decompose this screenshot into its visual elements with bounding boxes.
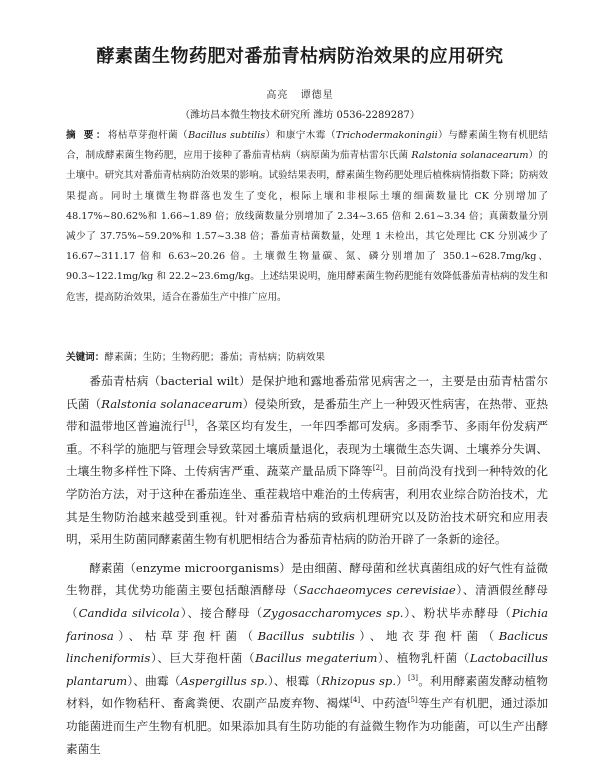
species-name: Baclicus lincheniformis: [66, 628, 549, 666]
text-run: ）、曲霉（: [127, 673, 181, 688]
author-name: 谭德星: [300, 90, 334, 101]
keywords-label: 关键词：: [66, 352, 105, 363]
abstract: [66, 126, 548, 308]
species-name: Aspergillus sp.: [180, 673, 268, 688]
citation: [3]: [408, 673, 418, 682]
species-name: Bacillus subtilis: [188, 130, 266, 141]
text-run: ）、根霉（: [267, 673, 322, 688]
text-run: ）、清酒假丝酵母（: [66, 583, 548, 620]
species-name: Pichia farinosa: [66, 605, 548, 643]
text-run: ）: [396, 673, 409, 688]
body-text: [66, 370, 548, 760]
text-run: ）、地衣芽孢杆菌（: [354, 628, 499, 643]
paragraph: [66, 557, 548, 760]
species-name: Sacchaeomyces cerevisiae: [298, 583, 456, 598]
text-run: 、中药渣: [360, 696, 408, 711]
abstract-text: ）和康宁木霉（: [265, 130, 336, 141]
citation: [5]: [407, 696, 418, 705]
text-run: 。利用酵素菌发酵动植物材料，如作物秸秆、畜禽粪便、农副产品废弃物、褐煤: [66, 673, 548, 711]
affiliation: （潍坊昌本微生物技术研究所 潍坊 0536-2289287）: [180, 110, 420, 121]
citation: [2]: [372, 464, 383, 473]
species-name: Ralstonia solanacearum: [411, 150, 529, 162]
citation: [4]: [350, 696, 361, 705]
abstract-label: 摘 要：: [66, 130, 108, 141]
species-name: Ralstonia solanacearum: [101, 396, 243, 411]
keywords: [66, 348, 548, 368]
paragraph: [66, 370, 548, 551]
species-name: Bacillus subtilis: [257, 628, 355, 643]
text-run: ，各菜区均有发生，一年四季都可发病。多雨季节、多雨年份发病严重。不科学的施肥与管理会导致菜园土壤质量退化，表现为土壤微生态失调、土壤养分失调、土壤生物多样性下降、土传病害严重、蔬菜产量品质下降等: [66, 419, 548, 479]
text-run: 酵素菌（enzyme microorganisms）是由细菌、酵母菌和丝状真菌组成的好气性有益微生物群，其优势功能菌主要包括酿酒酵母（: [66, 560, 548, 598]
species-name: Lactobacillus plantarum: [66, 651, 549, 688]
text-run: ）、巨大芽孢杆菌（: [150, 651, 256, 666]
text-run: 。目前尚没有找到一种特效的化学防治方法，对于这种在番茄连坐、重茬栽培中难治的土传病害，利用农业综合防治技术，尤其是生物防治越来越受到重视。针对番茄青枯病的致病机理研究以及防治技术研究和应用表明，采用生防菌同酵素菌生物有机肥相结合为番茄青枯病的防治开辟了一条新的途径。: [66, 464, 548, 547]
text-run: ）、粉状毕赤酵母（: [403, 605, 512, 620]
species-name: Trichodermakoningii: [335, 130, 438, 141]
abstract-text: ）的土壤中。研究其对番茄青枯病防治效果的影响。试验结果表明，酵素菌生物药肥处理后植株病情指数下降；防病效果提高。同时土壤微生物群落也发生了变化，根际上壤和非根际土壤的细菌数量比 CK 分别增加了 48.17%~80.62%和 1.66~1.89 倍；放线菌数量分别增加了 2.34~3.65 倍和 2.61~3.34 倍；真菌数量分别减少了 37.75%~59.20%和 1.57~3.38 倍；番茄青枯菌数量，处理 1 未检出，其它处理比 CK 分别减少了 16.67~311.17 倍和 6.63~20.26 倍。土壤微生物量碳、氮、磷分别增加了 350.1~628.7mg/kg、90.3~122.1mg/kg 和 22.2~23.6mg/kg。上述结果说明，施用酵素菌生物药肥能有效降低番茄青枯病的发生和危害，提高防治效果，适合在番茄生产中推广应用。: [66, 150, 548, 303]
text-run: ）、接合酵母（: [179, 605, 264, 620]
text-run: ）侵染所致，是番茄生产上一种毁灭性病害，在热带、亚热带和温带地区普遍流行: [66, 396, 548, 434]
abstract-text: ）与酵素菌生物有机肥结合，制成酵素菌生物药肥，应用于接种了番茄青枯病（病原菌为茄青枯雷尔氏菌: [66, 130, 549, 162]
text-run: 等生产有机肥，通过添加功能菌进而生产生物有机肥。如果添加具有生防功能的有益微生物作为功能菌，可以生产出酵素菌生: [66, 696, 548, 756]
author-list: [0, 86, 600, 101]
text-run: ）、枯草芽孢杆菌（: [113, 628, 258, 643]
author-name: 高亮: [266, 90, 289, 101]
abstract-text: 将枯草芽孢杆菌（: [107, 130, 189, 141]
text-run: ）、植物乳杆菌（: [377, 651, 470, 666]
text-run: 番茄青枯病（bacterial wilt）是保护地和露地番茄常见病害之一，主要是由茄青枯雷尔氏菌（: [66, 374, 548, 411]
paper-title: 酵素菌生物药肥对番茄青枯病防治效果的应用研究: [96, 46, 504, 67]
species-name: Rhizopus sp.: [321, 673, 396, 688]
species-name: Zygosaccharomyces sp.: [263, 605, 404, 620]
species-name: Bacillus megaterium: [255, 651, 378, 666]
keywords-text: 酵素菌；生防；生物药肥；番茄；青枯病；防病效果: [104, 352, 326, 363]
citation: [1]: [184, 419, 194, 428]
species-name: Candida silvicola: [78, 605, 180, 620]
